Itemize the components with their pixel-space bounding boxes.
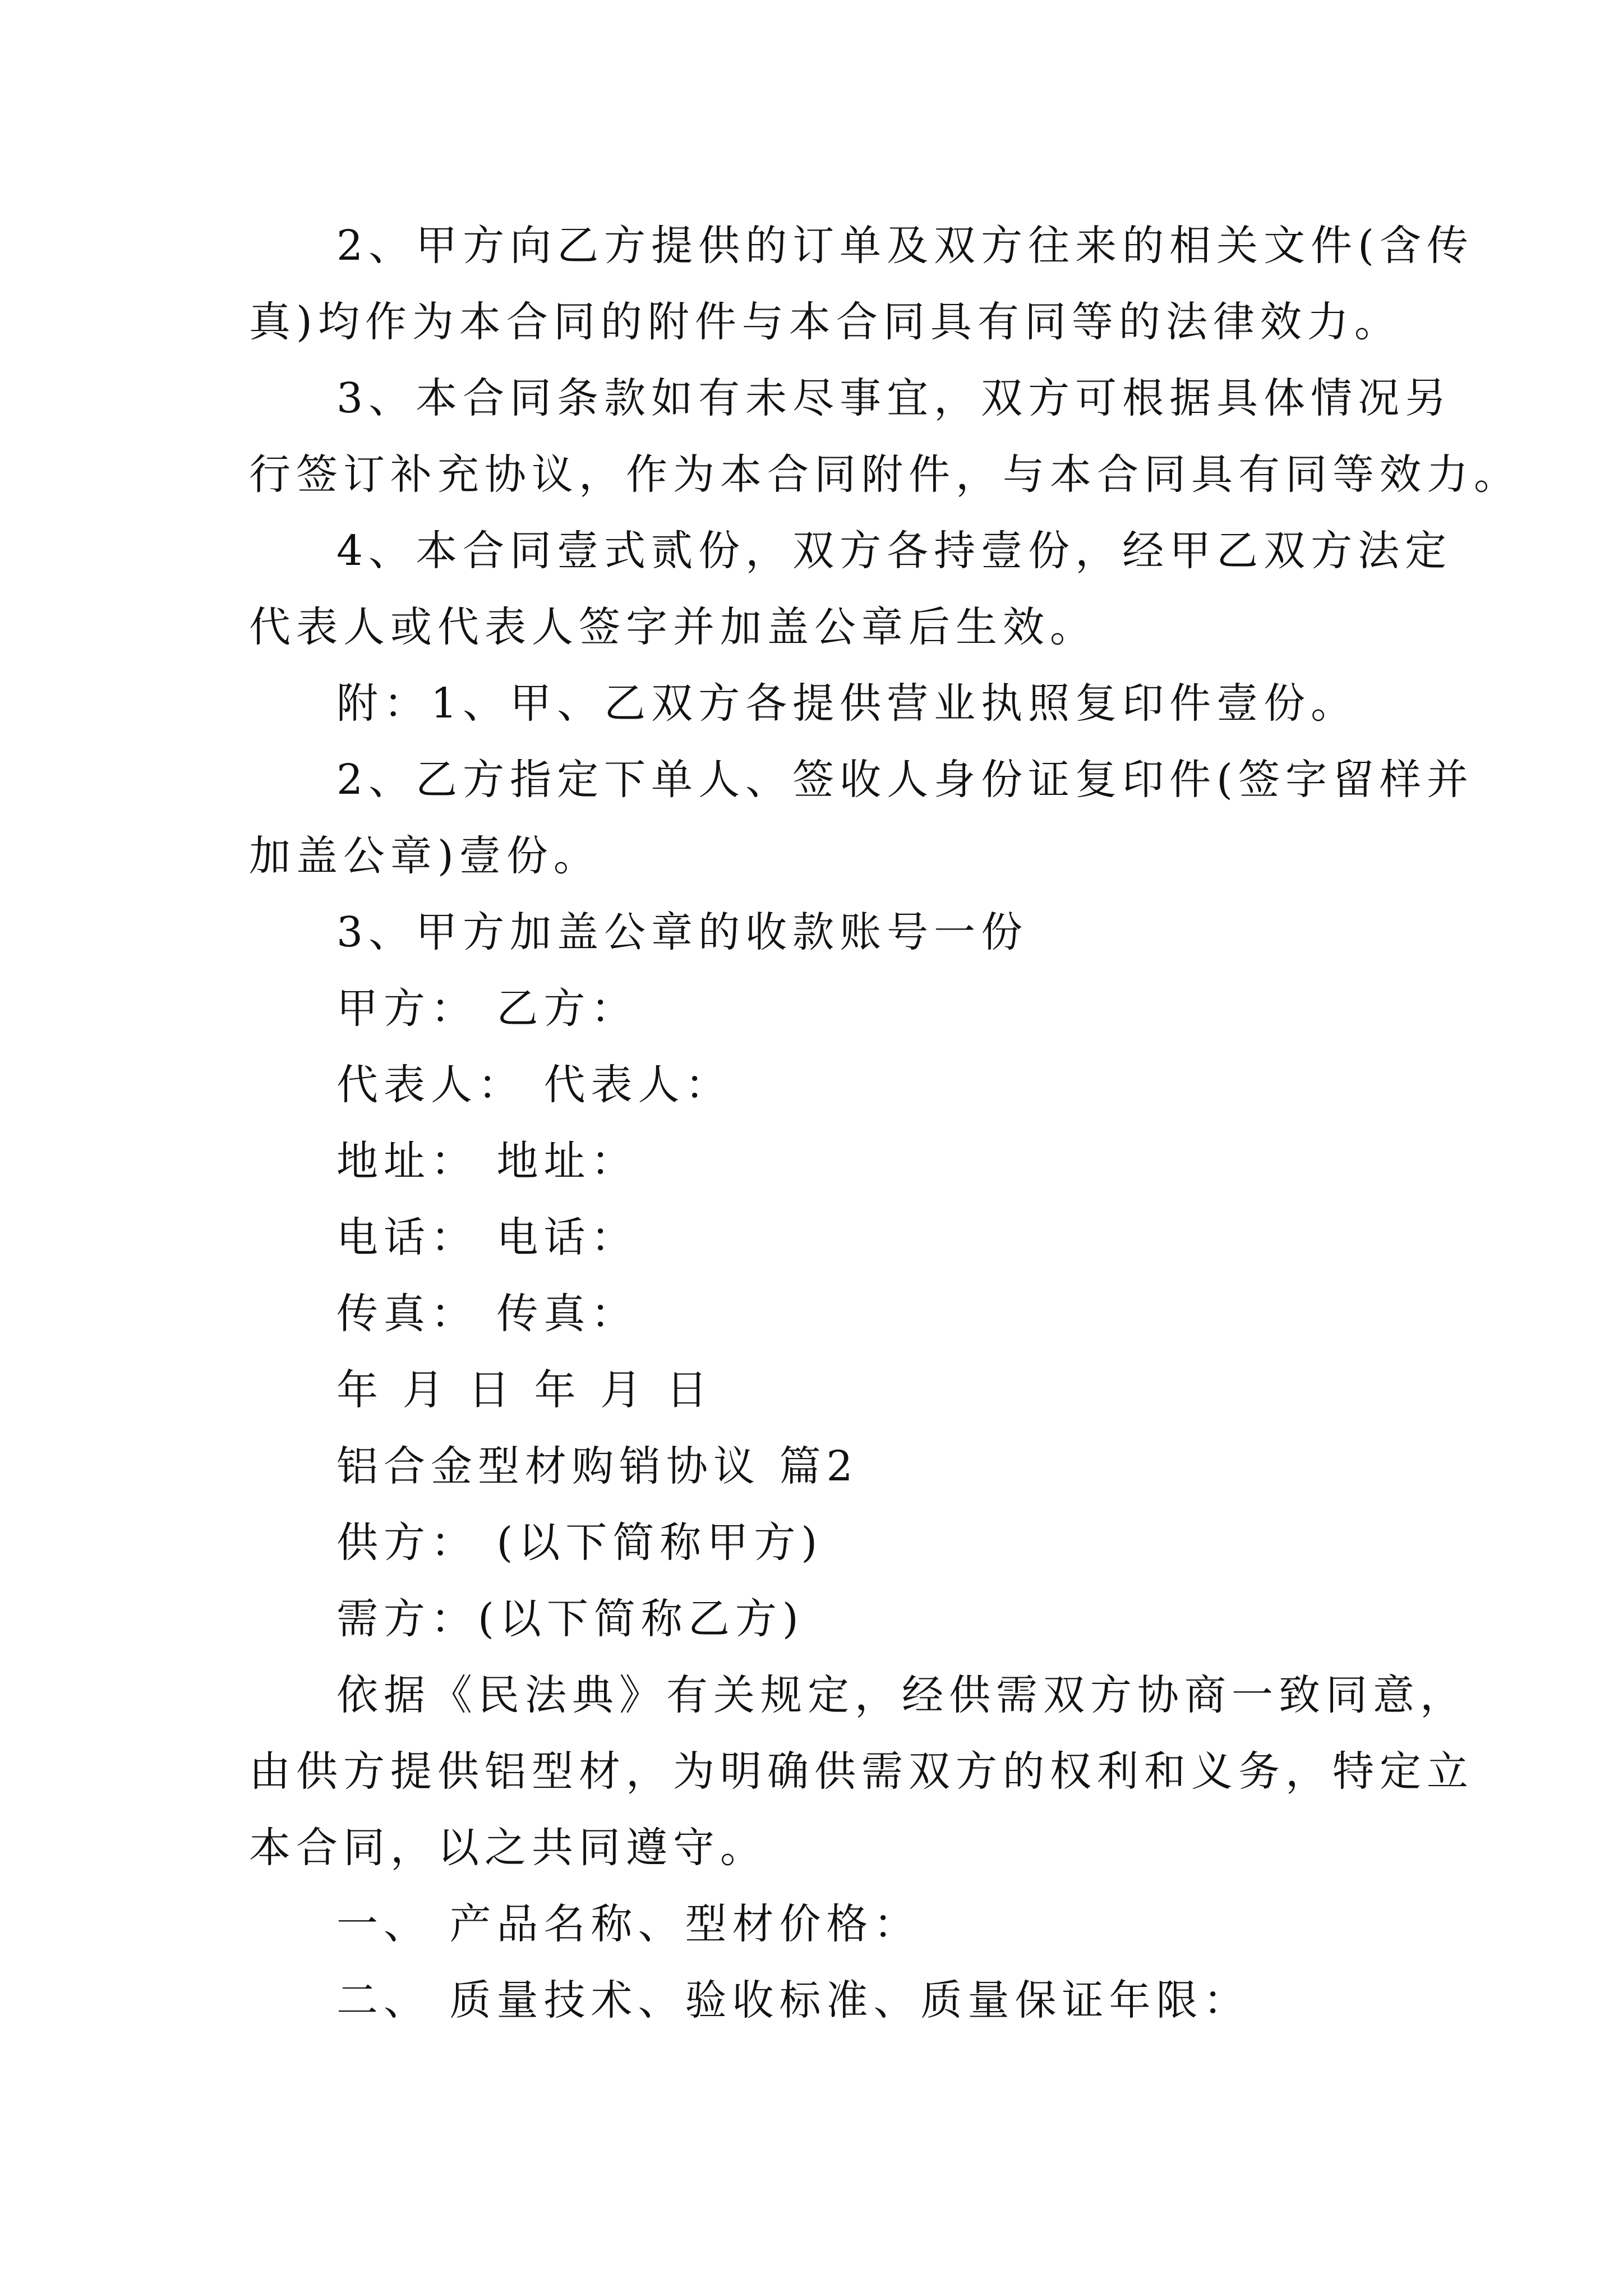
preamble-line-1: 依据《民法典》有关规定，经供需双方协商一致同意， (336, 1671, 1467, 1719)
preamble-line-2: 由供方提供铝型材，为明确供需双方的权利和义务，特定立 (249, 1747, 1474, 1796)
signature-dates: 年 月 日 年 月 日 (336, 1366, 713, 1414)
attachment-item-2-line-1: 2、乙方指定下单人、签收人身份证复印件(签字留样并 (336, 756, 1474, 804)
attachment-item-3: 3、甲方加盖公章的收款账号一份 (336, 908, 1029, 956)
signature-addresses: 地址： 地址： (336, 1137, 638, 1185)
attachment-item-2-line-2: 加盖公章)壹份。 (249, 832, 601, 880)
heading-item-2: 二、 质量技术、验收标准、质量保证年限： (336, 1976, 1251, 2024)
attachment-item-1: 附：1、甲、乙双方各提供营业执照复印件壹份。 (336, 679, 1358, 728)
paragraph-clause-4-line-2: 代表人或代表人签字并加盖公章后生效。 (249, 603, 1097, 651)
paragraph-clause-2-line-1: 2、甲方向乙方提供的订单及双方往来的相关文件(含传 (336, 222, 1474, 270)
signature-party-names: 甲方： 乙方： (336, 984, 638, 1033)
buyer-line: 需方：(以下简称乙方) (336, 1595, 804, 1643)
paragraph-clause-2-line-2: 真)均作为本合同的附件与本合同具有同等的法律效力。 (249, 298, 1401, 346)
signature-phones: 电话： 电话： (336, 1213, 638, 1262)
paragraph-clause-4-line-1: 4、本合同壹式贰份，双方各持壹份，经甲乙双方法定 (336, 527, 1453, 575)
paragraph-clause-3-line-2: 行签订补充协议，作为本合同附件，与本合同具有同等效力。 (249, 450, 1521, 499)
section-title: 铝合金型材购销协议 篇2 (336, 1442, 859, 1490)
heading-item-1: 一、 产品名称、型材价格： (336, 1900, 921, 1948)
signature-representatives: 代表人： 代表人： (336, 1061, 732, 1109)
supplier-line: 供方： (以下简称甲方) (336, 1519, 823, 1567)
preamble-line-3: 本合同，以之共同遵守。 (249, 1824, 767, 1872)
paragraph-clause-3-line-1: 3、本合同条款如有未尽事宜，双方可根据具体情况另 (336, 374, 1453, 422)
signature-faxes: 传真： 传真： (336, 1290, 638, 1338)
